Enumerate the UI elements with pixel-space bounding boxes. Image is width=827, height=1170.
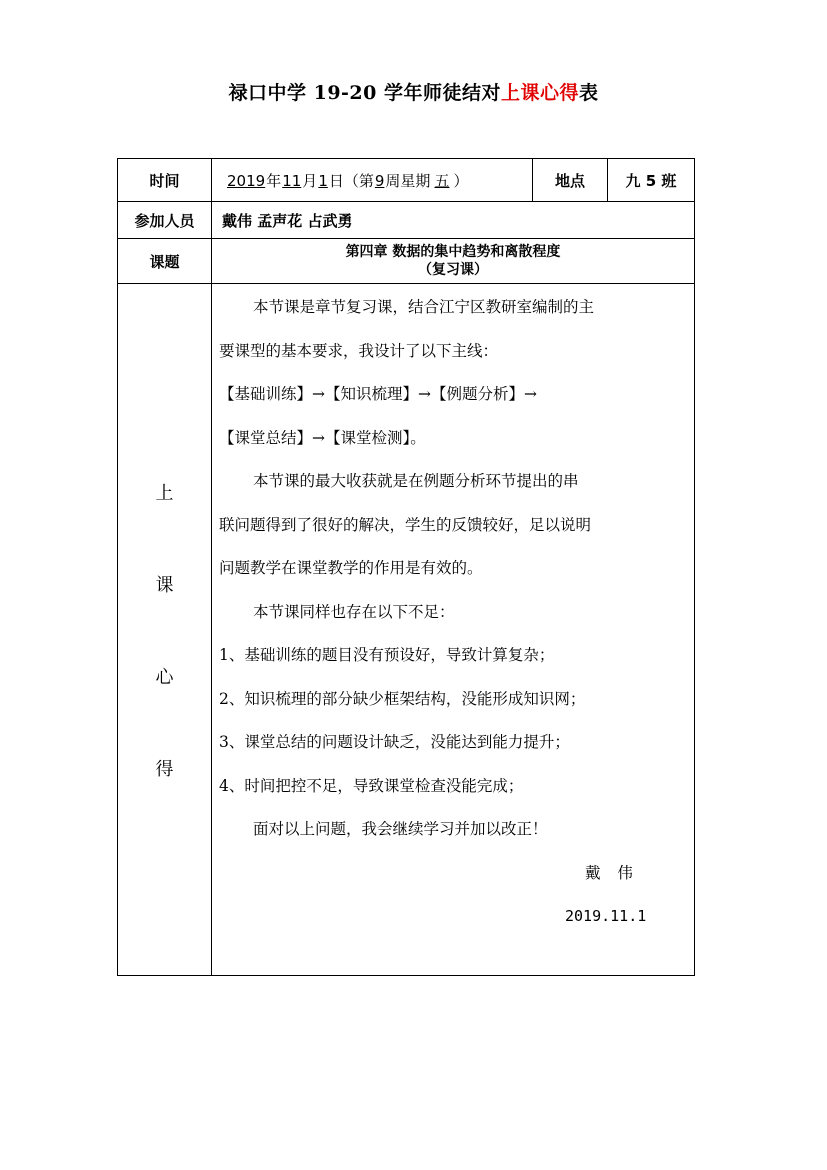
- date-week: 9: [374, 171, 385, 190]
- date-day-unit: 日（第: [328, 171, 374, 190]
- notes-line: 本节课是章节复习课，结合江宁区教研室编制的主: [253, 298, 595, 316]
- date-month-unit: 月: [302, 171, 318, 190]
- notes-line: 本节课的最大收获就是在例题分析环节提出的串: [253, 472, 579, 490]
- notes-label: [118, 284, 212, 976]
- notes-line: 问题教学在课堂教学的作用是有效的。: [219, 559, 483, 577]
- date-weekday: 五: [434, 171, 450, 190]
- participants-row: [118, 202, 695, 239]
- date-value: [212, 159, 533, 202]
- notes-line: 本节课同样也存在以下不足：: [253, 602, 455, 621]
- notes-row: [118, 284, 695, 976]
- date-year-unit: 年: [266, 171, 282, 190]
- notes-label-char: 得: [155, 758, 174, 780]
- place-label: 地点: [533, 159, 608, 202]
- notes-line: 3、课堂总结的问题设计缺乏，没能达到能力提升；: [219, 733, 570, 751]
- notes-line: 面对以上问题，我会继续学习并加以改正！: [253, 820, 548, 838]
- date-close: ）: [453, 171, 469, 190]
- place-value: 九 5 班: [608, 159, 695, 202]
- document-title: [0, 78, 827, 105]
- date-day: 1: [318, 171, 328, 190]
- topic-row: [118, 239, 695, 284]
- signature-name: 戴 伟: [585, 863, 639, 882]
- notes-line: 4、时间把控不足，导致课堂检查没能完成；: [219, 776, 524, 795]
- notes-label-char: 课: [155, 574, 174, 596]
- topic-title: 第四章 数据的集中趋势和离散程度: [345, 244, 561, 260]
- date-week-unit: 周星期: [385, 171, 431, 190]
- time-row: [118, 159, 695, 202]
- title-highlight: 上课心得: [500, 82, 579, 104]
- notes-label-char: 心: [155, 666, 174, 688]
- title-suffix: 表: [579, 82, 599, 104]
- title-prefix: 禄口中学 19-20 学年师徒结对: [228, 82, 501, 104]
- date-year: 2019: [227, 171, 266, 190]
- topic-label: 课题: [118, 239, 212, 284]
- notes-line: 2、知识梳理的部分缺少框架结构，没能形成知识网；: [219, 689, 586, 708]
- topic-subtitle: （复习课）: [418, 262, 488, 278]
- notes-line: 【基础训练】→【知识梳理】→【例题分析】→: [219, 385, 537, 403]
- participants-value: 戴伟 孟声花 占武勇: [212, 202, 695, 239]
- signature-date: 2019.11.1: [565, 907, 647, 925]
- time-label: 时间: [118, 159, 212, 202]
- participants-label: 参加人员: [118, 202, 212, 239]
- notes-content: [212, 284, 695, 976]
- notes-line: 联问题得到了很好的解决，学生的反馈较好，足以说明: [219, 515, 592, 534]
- notes-line: 要课型的基本要求，我设计了以下主线：: [219, 341, 499, 360]
- notes-line: 【课堂总结】→【课堂检测】。: [219, 428, 426, 447]
- date-month: 11: [282, 171, 302, 190]
- notes-label-char: 上: [155, 482, 174, 504]
- record-table: [117, 158, 695, 976]
- topic-value: [212, 239, 695, 284]
- notes-line: 1、基础训练的题目没有预设好，导致计算复杂；: [219, 646, 555, 664]
